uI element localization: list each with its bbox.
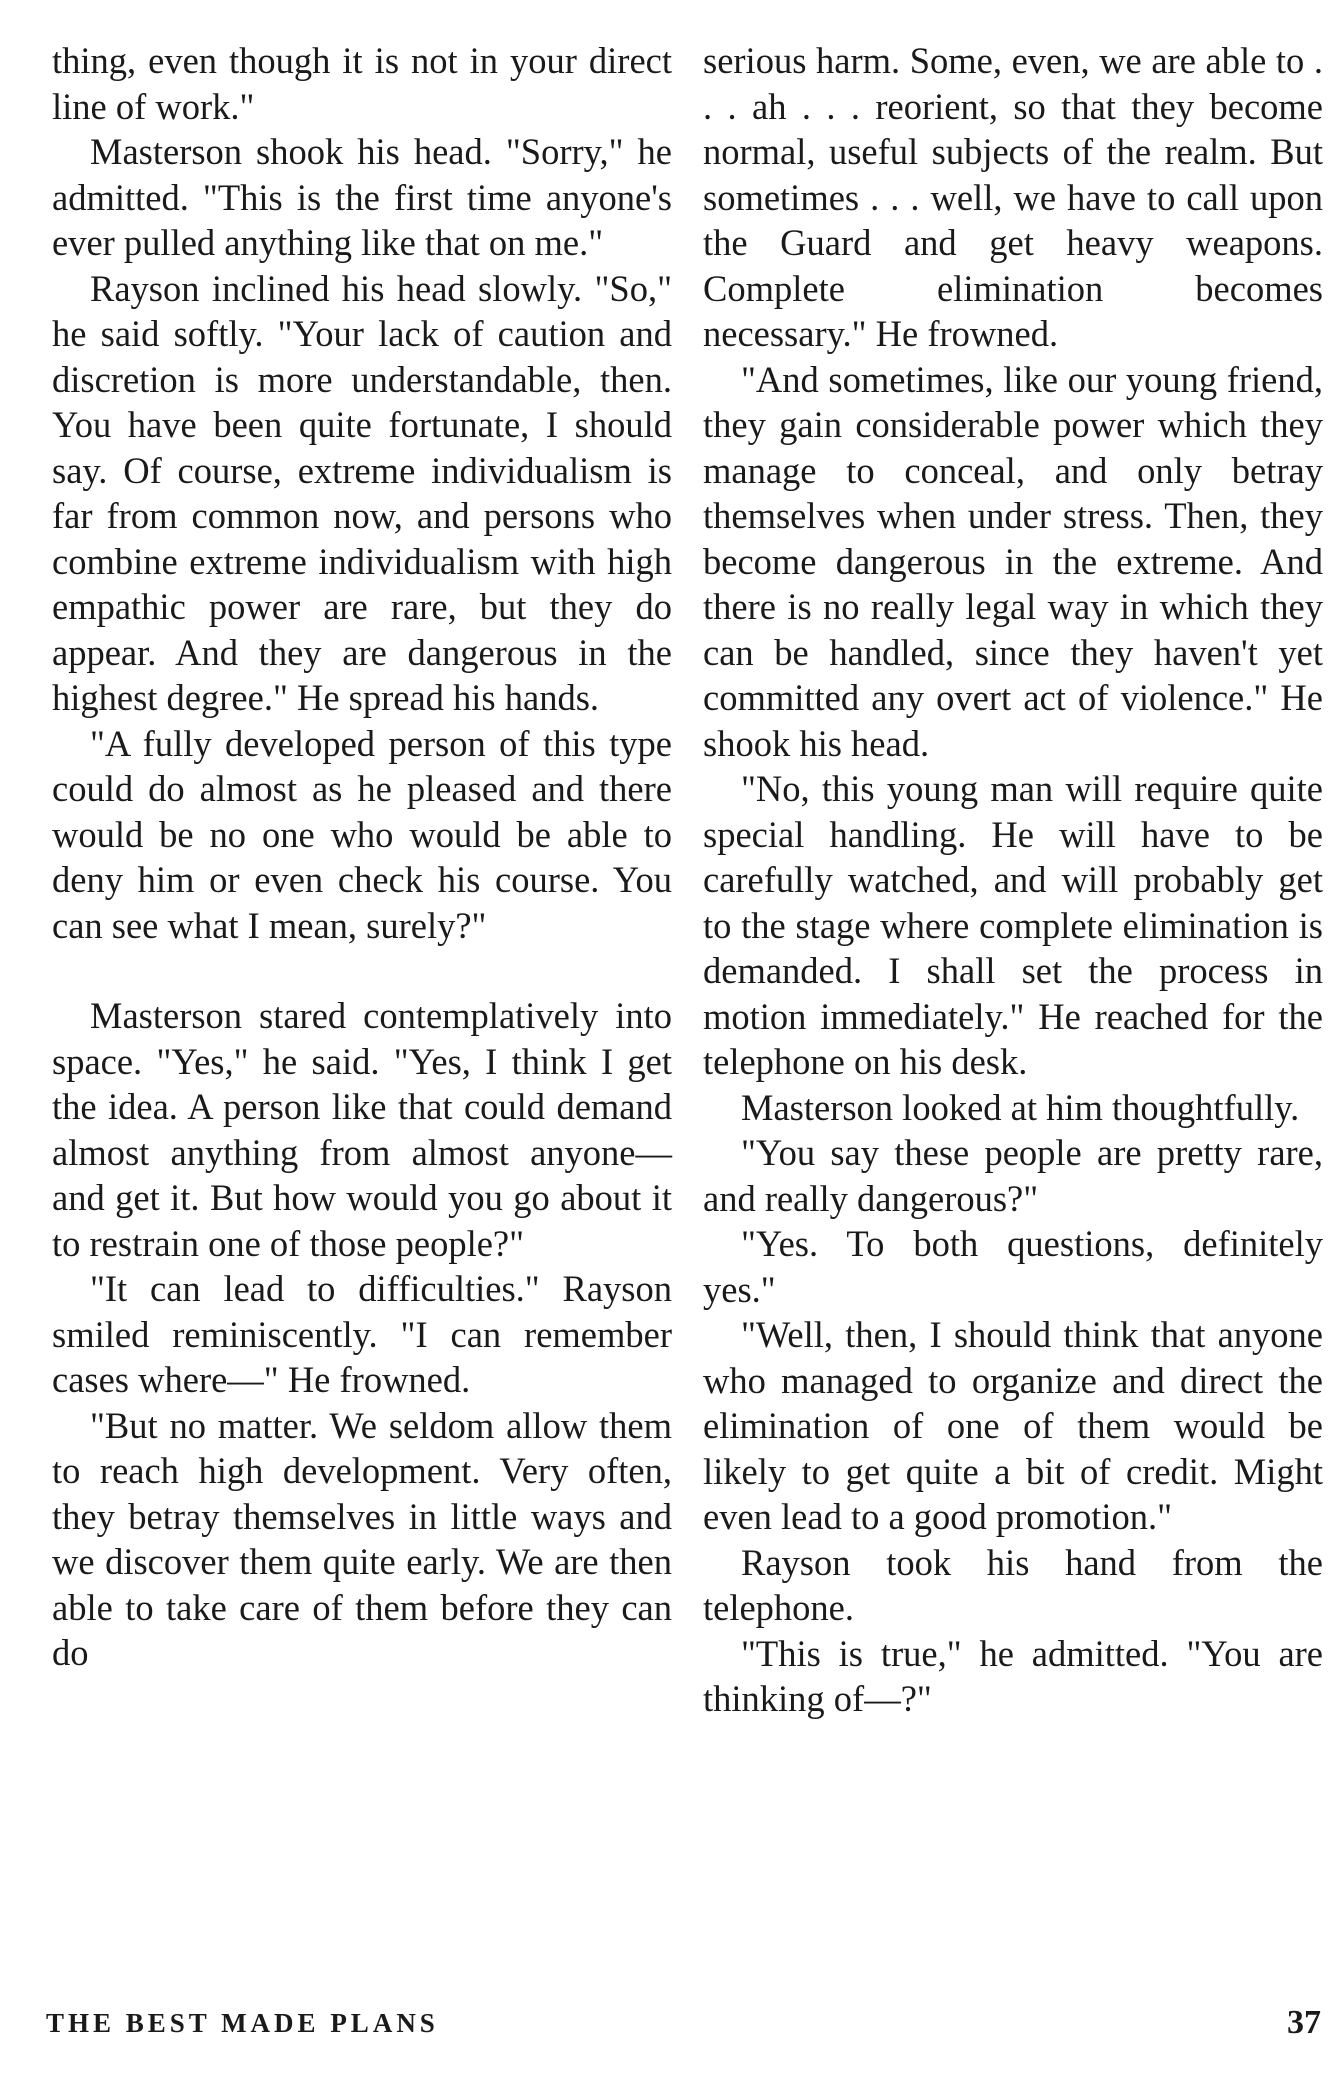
- paragraph-continued: thing, even though it is not in your direct line of work.": [52, 40, 672, 127]
- right-text-column: [703, 38, 1323, 1722]
- paragraph: "Yes. To both questions, definitely yes.": [703, 1223, 1323, 1310]
- paragraph: Masterson shook his head. "Sorry," he admitted. "This is the first time anyone's ever pulled anything like that on me.": [52, 131, 672, 263]
- paragraph: "A fully developed person of this type could do almost as he pleased and there would be no one who would be able to deny him or even check his course. You can see what I mean, surely?": [52, 722, 672, 946]
- paragraph: "No, this young man will require quite special handling. He will have to be carefully watched, and will probably get to the stage where complete elimination is demanded. I shall set the process in motion immediately." He reached for the telephone on his desk.: [703, 768, 1323, 1082]
- paragraph: Rayson inclined his head slowly. "So," he said softly. "Your lack of caution and discretion is more understandable, then. You have been quite fortunate, I should say. Of course, extreme individualism is far from common now, and persons who combine extreme individualism with high empathic power are rare, but they do appear. And they are dangerous in the highest degree." He spread his hands.: [52, 267, 672, 718]
- page-number: 37: [1287, 2004, 1321, 2041]
- paragraph: Masterson stared contemplatively into space. "Yes," he said. "Yes, I think I get the idea. A person like that could demand almost anything from almost anyone—and get it. But how would you go about it to restrain one of those people?": [52, 995, 672, 1264]
- paragraph: "You say these people are pretty rare, and really dangerous?": [703, 1132, 1323, 1219]
- paragraph: Masterson looked at him thoughtfully.: [741, 1086, 1300, 1128]
- page-footer: [46, 2004, 1321, 2048]
- paragraph: "But no matter. We seldom allow them to reach high development. Very often, they betray themselves in little ways and we discover them quite early. We are then able to take care of them before they can do: [52, 1404, 672, 1673]
- paragraph: "This is true," he admitted. "You are thinking of—?": [703, 1632, 1323, 1719]
- paragraph: Rayson took his hand from the telephone.: [703, 1541, 1323, 1628]
- left-text-column: [52, 38, 672, 1676]
- paragraph-continued: serious harm. Some, even, we are able to . . . ah . . . reorient, so that they become normal, useful subjects of the realm. But sometimes . . . well, we have to call upon the Guard and get heavy weapons. Complete elimination becomes necessary." He frowned.: [703, 40, 1323, 354]
- paragraph: "And sometimes, like our young friend, they gain considerable power which they manage to conceal, and only betray themselves when under stress. Then, they become dangerous in the extreme. And there is no really legal way in which they can be handled, since they haven't yet committed any overt act of violence." He shook his head.: [703, 358, 1323, 764]
- paragraph: "Well, then, I should think that anyone who managed to organize and direct the elimination of one of them would be likely to get quite a bit of credit. Might even lead to a good promotion.": [703, 1314, 1323, 1537]
- paragraph: "It can lead to difficulties." Rayson smiled reminiscently. "I can remember cases where—" He frowned.: [52, 1268, 672, 1400]
- running-title: THE BEST MADE PLANS: [46, 2008, 439, 2038]
